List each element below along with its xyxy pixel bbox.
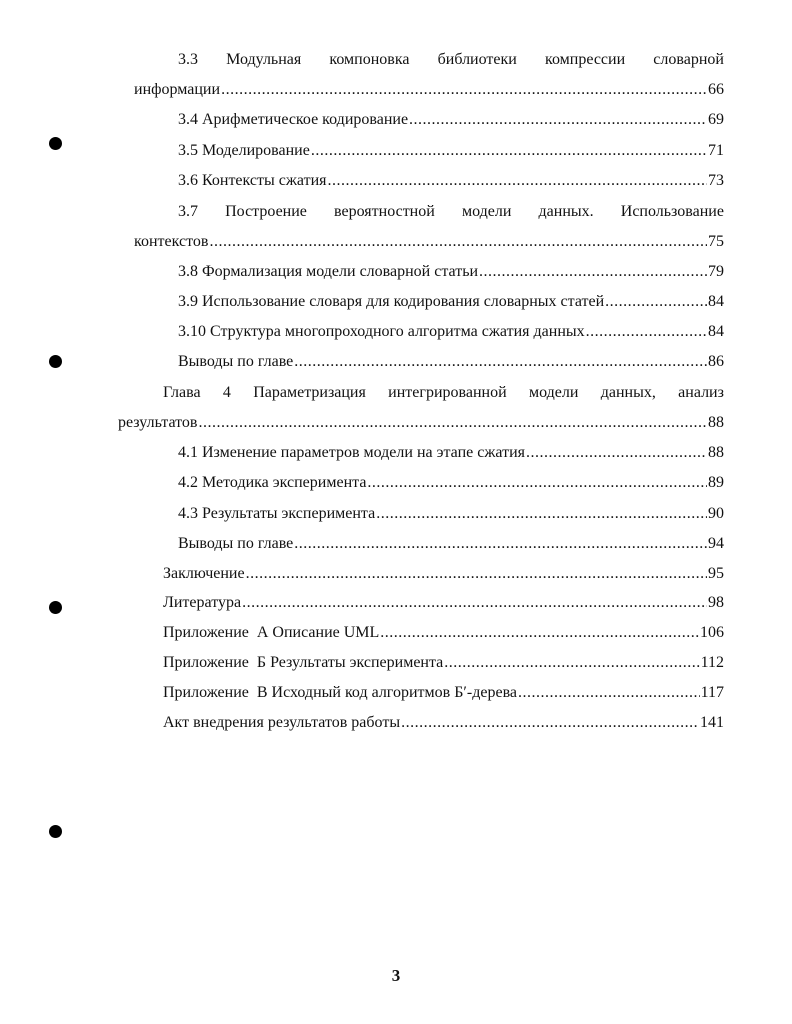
entry-title: Приложение Б Результаты эксперимента [163, 654, 444, 671]
entry-title: 3.9 Использование словаря для кодирования словарных статей [178, 293, 605, 310]
leader-dots [444, 653, 699, 673]
entry-title: 3.10 Структура многопроходного алгоритма сжатия данных [178, 323, 585, 340]
entry-title: Литература [163, 594, 242, 611]
entry-title: Приложение А Описание UML [163, 624, 380, 641]
entry-title: 3.6 Контексты сжатия [178, 172, 327, 189]
entry-page: 94 [708, 535, 724, 552]
punch-hole-3 [49, 601, 62, 614]
leader-dots [401, 713, 699, 733]
entry-page: 117 [700, 684, 724, 701]
punch-hole-1 [49, 137, 62, 150]
entry-title: 4.2 Методика эксперимента [178, 474, 367, 491]
toc-entry-appendix-b [163, 653, 724, 673]
entry-page: 86 [708, 353, 724, 370]
toc-chapter-4-line1 [163, 383, 724, 403]
leader-dots [328, 171, 707, 191]
entry-title: Заключение [163, 565, 245, 582]
leader-dots [246, 564, 707, 584]
toc-entry-implementation-act [163, 713, 724, 733]
entry-page: 112 [700, 654, 724, 671]
leader-dots [380, 623, 699, 643]
leader-dots [221, 80, 707, 100]
entry-page: 71 [708, 142, 724, 159]
word: интегрированной [388, 384, 507, 401]
entry-page: 75 [708, 233, 724, 250]
entry-title: Выводы по главе [178, 535, 294, 552]
toc-entry-literature [163, 593, 724, 613]
toc-entry-3-8 [178, 262, 724, 282]
word: данных, [600, 384, 656, 401]
leader-dots [242, 593, 707, 613]
entry-title: Акт внедрения результатов работы [163, 714, 401, 731]
leader-dots [586, 322, 707, 342]
word: Модульная [226, 51, 302, 68]
entry-page: 69 [708, 111, 724, 128]
toc-chapter-4-line2 [118, 413, 724, 433]
toc-entry-4-2 [178, 473, 724, 493]
toc-entry-appendix-c [163, 683, 724, 703]
word: компрессии [544, 51, 626, 68]
toc-entry-4-1 [178, 443, 724, 463]
entry-page: 106 [700, 624, 724, 641]
toc-entry-3-5 [178, 141, 724, 161]
entry-page: 88 [708, 414, 724, 431]
toc-entry-appendix-a [163, 623, 724, 643]
punch-hole-2 [49, 355, 62, 368]
word: Использование [620, 203, 724, 220]
leader-dots [367, 473, 707, 493]
toc-entry-3-7-line2 [134, 232, 724, 252]
entry-page: 84 [708, 323, 724, 340]
word: словарной [653, 51, 724, 68]
entry-title: 3.5 Моделирование [178, 142, 310, 159]
entry-title: 4.1 Изменение параметров модели на этапе сжатия [178, 444, 525, 461]
leader-dots [294, 534, 707, 554]
word: анализ [678, 384, 724, 401]
punch-hole-4 [49, 825, 62, 838]
entry-page: 95 [708, 565, 724, 582]
word: компоновка [329, 51, 410, 68]
toc-entry-3-10 [178, 322, 724, 342]
entry-page: 84 [708, 293, 724, 310]
leader-dots [198, 413, 707, 433]
word: вероятностной [334, 203, 435, 220]
entry-title: информации [134, 81, 221, 98]
word: 4 [222, 384, 231, 401]
entry-page: 90 [708, 505, 724, 522]
word: модели [461, 203, 512, 220]
toc-entry-3-9 [178, 292, 724, 312]
word: 3.3 [178, 51, 198, 68]
entry-page: 88 [708, 444, 724, 461]
toc-entry-ch4-conclusions [178, 534, 724, 554]
leader-dots [605, 292, 707, 312]
toc-entry-3-3-line1 [178, 50, 724, 70]
toc-entry-3-3-line2 [134, 80, 724, 100]
word: Построение [225, 203, 307, 220]
entry-title: Приложение В Исходный код алгоритмов Б′-дерева [163, 684, 518, 701]
leader-dots [376, 504, 707, 524]
leader-dots [479, 262, 707, 282]
word: Глава [163, 384, 201, 401]
word: модели [528, 384, 579, 401]
entry-title: 3.4 Арифметическое кодирование [178, 111, 409, 128]
toc-entry-ch3-conclusions [178, 352, 724, 372]
leader-dots [409, 110, 707, 130]
entry-title: 3.8 Формализация модели словарной статьи [178, 263, 479, 280]
leader-dots [209, 232, 707, 252]
word: Параметризация [253, 384, 366, 401]
entry-page: 79 [708, 263, 724, 280]
entry-title: Выводы по главе [178, 353, 294, 370]
leader-dots [294, 352, 707, 372]
toc-entry-3-7-line1 [178, 202, 724, 222]
toc-entry-3-6 [178, 171, 724, 191]
toc-entry-4-3 [178, 504, 724, 524]
word: 3.7 [178, 203, 198, 220]
entry-page: 66 [708, 81, 724, 98]
leader-dots [526, 443, 707, 463]
leader-dots [518, 683, 700, 703]
toc-entry-3-4 [178, 110, 724, 130]
leader-dots [311, 141, 707, 161]
entry-title: результатов [118, 414, 198, 431]
word: библиотеки [437, 51, 517, 68]
entry-page: 89 [708, 474, 724, 491]
entry-title: контекстов [134, 233, 209, 250]
entry-title: 4.3 Результаты эксперимента [178, 505, 376, 522]
entry-page: 98 [708, 594, 724, 611]
page-number: 3 [391, 966, 401, 985]
toc-entry-conclusion [163, 564, 724, 584]
entry-page: 73 [708, 172, 724, 189]
word: данных. [538, 203, 594, 220]
entry-page: 141 [700, 714, 724, 731]
